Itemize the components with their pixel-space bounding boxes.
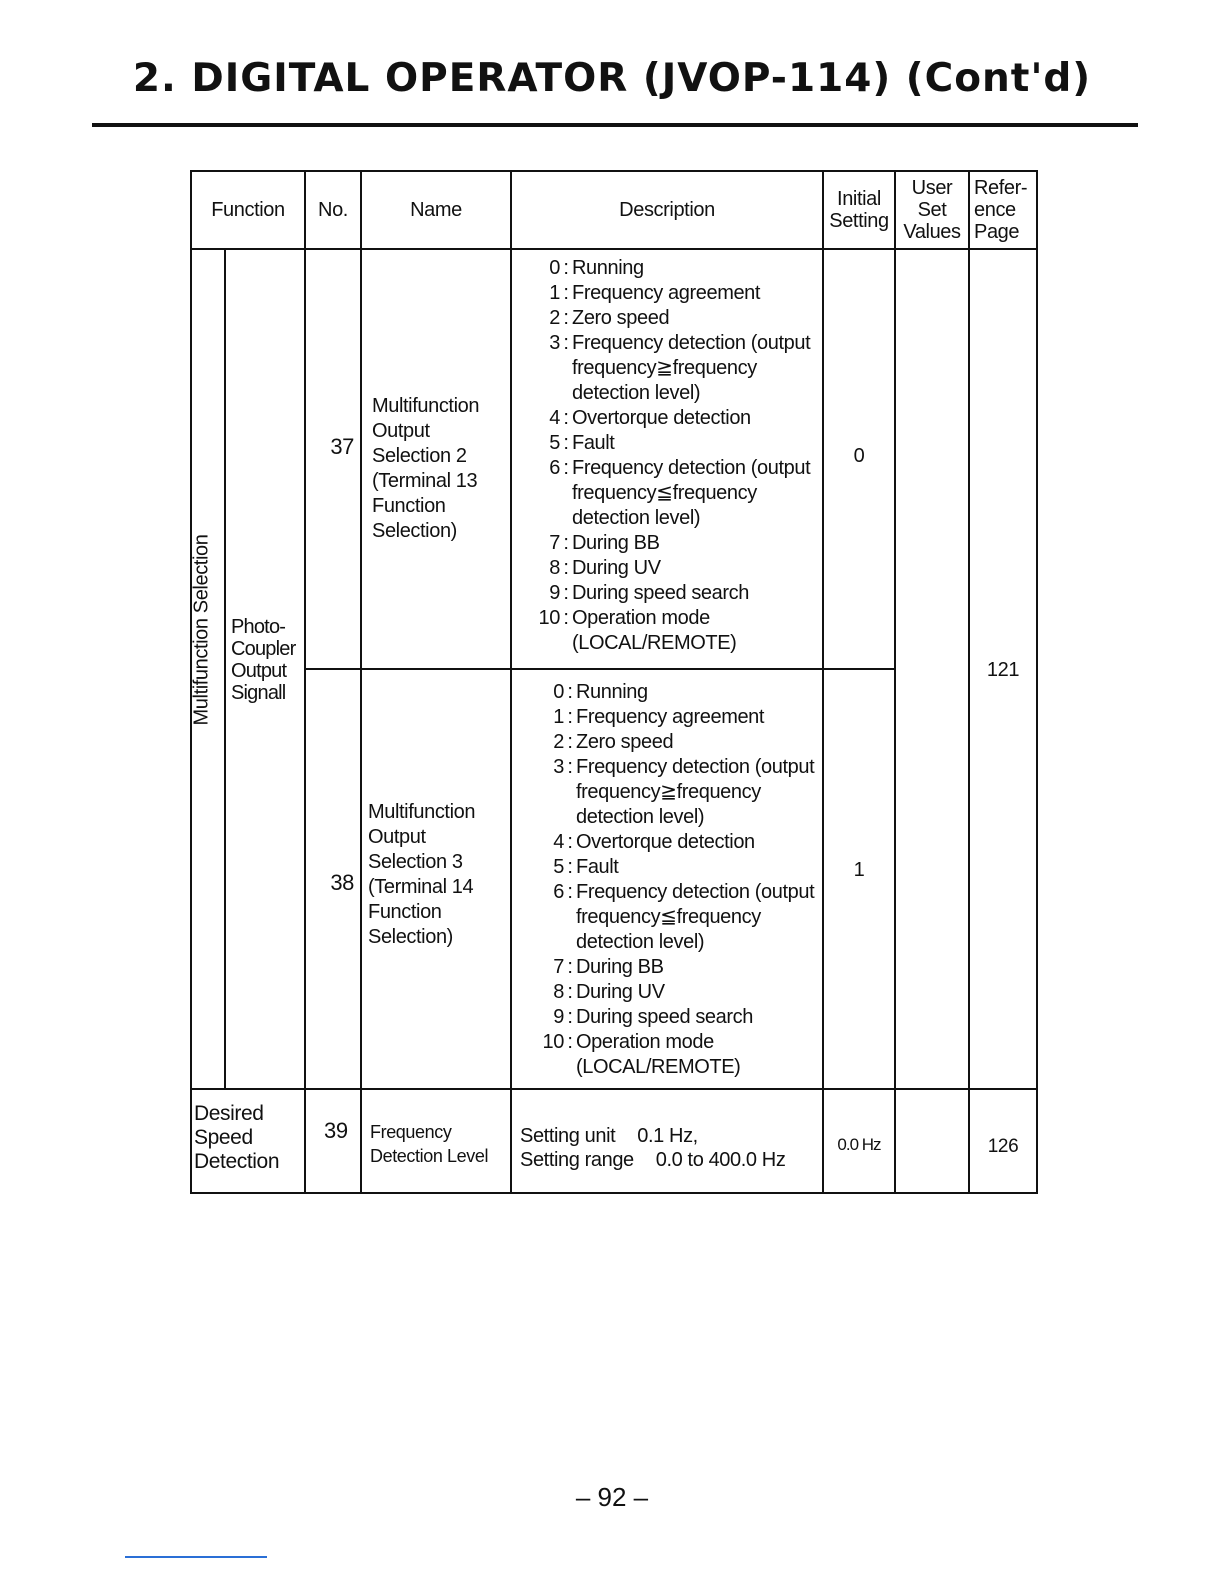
description-item-number bbox=[520, 631, 560, 656]
row-38-name bbox=[360, 668, 512, 1090]
description-item-separator bbox=[560, 631, 572, 656]
row-39-reference-value: 126 bbox=[987, 1136, 1019, 1157]
description-item-separator: : bbox=[563, 257, 569, 279]
description-item-number: 2 bbox=[553, 731, 564, 753]
setting-unit-label: Setting unit bbox=[520, 1125, 616, 1147]
description-item-number bbox=[524, 905, 564, 930]
description-item bbox=[524, 930, 814, 955]
description-item-number: 8 bbox=[553, 981, 564, 1003]
description-item-text: frequency≦frequency bbox=[572, 482, 757, 504]
header-description bbox=[510, 170, 824, 250]
row-37-description-list bbox=[520, 256, 810, 656]
description-item bbox=[524, 780, 814, 805]
description-item-number bbox=[524, 930, 564, 955]
description-item-separator: : bbox=[567, 981, 573, 1003]
description-item bbox=[520, 381, 810, 406]
description-item-number: 3 bbox=[549, 332, 560, 354]
description-item-number bbox=[524, 1055, 564, 1080]
header-initial-setting-label: Initial Setting bbox=[829, 188, 889, 232]
description-item-separator: : bbox=[563, 607, 569, 629]
description-item-text: Operation mode bbox=[572, 607, 710, 629]
row-39-description bbox=[510, 1088, 824, 1194]
description-item-text: During UV bbox=[576, 981, 665, 1003]
description-item bbox=[524, 1030, 814, 1055]
description-item-number: 2 bbox=[549, 307, 560, 329]
header-initial-setting bbox=[822, 170, 896, 250]
description-item-number: 6 bbox=[549, 457, 560, 479]
description-item-number bbox=[524, 780, 564, 805]
description-item bbox=[524, 805, 814, 830]
footer-rule bbox=[125, 1556, 267, 1558]
description-item-text: Running bbox=[576, 681, 648, 703]
row-39-no bbox=[304, 1088, 362, 1194]
header-description-label: Description bbox=[619, 199, 715, 221]
rows-37-38-reference bbox=[968, 248, 1038, 1090]
description-item-number bbox=[524, 805, 564, 830]
description-item-separator bbox=[560, 356, 572, 381]
row-38-description-list bbox=[524, 680, 814, 1080]
description-item-separator bbox=[564, 930, 576, 955]
description-item-text: Frequency detection (output bbox=[576, 881, 815, 903]
description-item-text: Fault bbox=[576, 856, 619, 878]
description-item-separator bbox=[560, 481, 572, 506]
title-rule bbox=[92, 123, 1138, 127]
description-item-text: During speed search bbox=[576, 1006, 753, 1028]
description-item bbox=[520, 531, 810, 556]
description-item-text: Overtorque detection bbox=[572, 407, 751, 429]
description-item-separator: : bbox=[563, 307, 569, 329]
description-item-separator: : bbox=[567, 881, 573, 903]
description-item-number: 10 bbox=[538, 607, 560, 629]
description-item bbox=[520, 606, 810, 631]
description-item bbox=[520, 306, 810, 331]
row-37-no bbox=[304, 248, 362, 670]
description-item-separator: : bbox=[563, 407, 569, 429]
description-item-separator bbox=[564, 1055, 576, 1080]
description-item-number: 5 bbox=[549, 432, 560, 454]
header-function-label: Function bbox=[211, 199, 285, 221]
header-name bbox=[360, 170, 512, 250]
row-38-no-value: 38 bbox=[330, 870, 354, 895]
description-item-number: 7 bbox=[553, 956, 564, 978]
row-38-name-value: Multifunction Output Selection 3 (Terminal 14 Function Selection) bbox=[368, 801, 476, 948]
description-item-separator bbox=[564, 805, 576, 830]
description-item-number: 0 bbox=[549, 257, 560, 279]
header-no bbox=[304, 170, 362, 250]
description-item bbox=[520, 556, 810, 581]
description-item-text: During BB bbox=[572, 532, 660, 554]
page-title: 2. DIGITAL OPERATOR (JVOP-114) (Cont'd) bbox=[132, 56, 1092, 101]
description-item bbox=[520, 631, 810, 656]
description-item-text: detection level) bbox=[576, 806, 705, 828]
description-item bbox=[520, 581, 810, 606]
description-item bbox=[524, 855, 814, 880]
description-item-number: 9 bbox=[553, 1006, 564, 1028]
description-item bbox=[520, 506, 810, 531]
description-item-text: (LOCAL/REMOTE) bbox=[576, 1056, 741, 1078]
description-item-number: 6 bbox=[553, 881, 564, 903]
description-item bbox=[524, 980, 814, 1005]
description-item bbox=[520, 456, 810, 481]
description-item-text: Operation mode bbox=[576, 1031, 714, 1053]
description-item-number: 7 bbox=[549, 532, 560, 554]
row-39-name-value: Frequency Detection Level bbox=[370, 1122, 489, 1166]
description-item bbox=[524, 1005, 814, 1030]
description-item bbox=[524, 1055, 814, 1080]
description-item-number bbox=[520, 481, 560, 506]
description-item-separator bbox=[564, 780, 576, 805]
description-item-separator: : bbox=[567, 831, 573, 853]
description-item-number: 9 bbox=[549, 582, 560, 604]
description-item-text: detection level) bbox=[572, 382, 701, 404]
header-user-set-values bbox=[894, 170, 970, 250]
description-item-number bbox=[520, 356, 560, 381]
description-item bbox=[524, 755, 814, 780]
description-item-text: frequency≦frequency bbox=[576, 906, 761, 928]
description-item bbox=[520, 256, 810, 281]
description-item-separator: : bbox=[563, 532, 569, 554]
row-37-name-value: Multifunction Output Selection 2 (Terminal 13 Function Selection) bbox=[372, 395, 480, 542]
description-item-separator: : bbox=[567, 756, 573, 778]
header-reference-page-label: Refer- ence Page bbox=[974, 177, 1028, 243]
description-item bbox=[524, 830, 814, 855]
row-39-name bbox=[360, 1088, 512, 1194]
description-item-separator bbox=[560, 506, 572, 531]
description-item-separator: : bbox=[567, 856, 573, 878]
row-39-function bbox=[190, 1088, 306, 1194]
rows-37-38-reference-value: 121 bbox=[986, 659, 1020, 681]
description-item-text: detection level) bbox=[576, 931, 705, 953]
description-item bbox=[520, 406, 810, 431]
row-39-initial-value: 0.0 Hz bbox=[837, 1135, 881, 1154]
setting-range-label: Setting range bbox=[520, 1149, 634, 1171]
description-item-separator: : bbox=[567, 1006, 573, 1028]
description-item bbox=[524, 905, 814, 930]
description-item bbox=[524, 955, 814, 980]
description-item-separator: : bbox=[563, 432, 569, 454]
row-37-no-value: 37 bbox=[330, 434, 354, 459]
description-item-number: 5 bbox=[553, 856, 564, 878]
description-item-text: Frequency agreement bbox=[572, 282, 761, 304]
description-item-text: Zero speed bbox=[576, 731, 674, 753]
description-item bbox=[524, 730, 814, 755]
row-37-initial-value: 0 bbox=[853, 445, 865, 467]
header-no-label: No. bbox=[318, 199, 348, 221]
group-inner-cell bbox=[224, 248, 306, 1090]
description-item-number: 3 bbox=[553, 756, 564, 778]
header-user-set-values-label: User Set Values bbox=[903, 177, 961, 243]
row-39-no-value: 39 bbox=[324, 1118, 348, 1143]
page-number: – 92 – bbox=[575, 1482, 649, 1512]
description-item-separator: : bbox=[563, 282, 569, 304]
description-item-text: Frequency detection (output bbox=[572, 332, 811, 354]
header-name-label: Name bbox=[410, 199, 462, 221]
description-item-number: 1 bbox=[553, 706, 564, 728]
description-item-separator: : bbox=[563, 332, 569, 354]
description-item bbox=[520, 481, 810, 506]
description-item-text: Frequency detection (output bbox=[576, 756, 815, 778]
setting-unit-value: 0.1 Hz, bbox=[637, 1125, 698, 1147]
description-item-text: During BB bbox=[576, 956, 664, 978]
row-38-initial bbox=[822, 668, 896, 1090]
description-item-separator: : bbox=[567, 681, 573, 703]
description-item-separator: : bbox=[563, 582, 569, 604]
group-inner-label: Photo- Coupler Output Signall bbox=[231, 616, 296, 704]
description-item-number: 8 bbox=[549, 557, 560, 579]
row-39-setting-range bbox=[520, 1148, 785, 1173]
description-item-separator: : bbox=[567, 1031, 573, 1053]
description-item-number bbox=[520, 506, 560, 531]
row-39-reference bbox=[968, 1088, 1038, 1194]
description-item-separator: : bbox=[563, 557, 569, 579]
description-item-text: Frequency detection (output bbox=[572, 457, 811, 479]
row-38-description bbox=[510, 668, 824, 1090]
description-item bbox=[524, 880, 814, 905]
row-39-initial bbox=[822, 1088, 896, 1194]
row-38-initial-value: 1 bbox=[853, 859, 865, 881]
description-item bbox=[520, 281, 810, 306]
description-item-text: During speed search bbox=[572, 582, 749, 604]
description-item-separator: : bbox=[567, 956, 573, 978]
description-item-text: (LOCAL/REMOTE) bbox=[572, 632, 737, 654]
row-37-initial bbox=[822, 248, 896, 670]
rows-37-38-user-set bbox=[894, 248, 970, 1090]
description-item-number: 10 bbox=[542, 1031, 564, 1053]
group-outer-label: Multifunction Selection bbox=[190, 534, 213, 726]
description-item-separator bbox=[564, 905, 576, 930]
description-item-number: 4 bbox=[549, 407, 560, 429]
description-item bbox=[524, 680, 814, 705]
setting-range-value: 0.0 to 400.0 Hz bbox=[655, 1149, 786, 1171]
description-item-separator bbox=[560, 381, 572, 406]
description-item-text: During UV bbox=[572, 557, 661, 579]
description-item-text: Overtorque detection bbox=[576, 831, 755, 853]
description-item-separator: : bbox=[567, 706, 573, 728]
row-38-no bbox=[304, 668, 362, 1090]
description-item-number bbox=[520, 381, 560, 406]
row-39-user-set bbox=[894, 1088, 970, 1194]
row-39-setting-unit bbox=[520, 1124, 698, 1149]
description-item-text: Frequency agreement bbox=[576, 706, 765, 728]
description-item-text: Zero speed bbox=[572, 307, 670, 329]
description-item-text: frequency≧frequency bbox=[576, 781, 761, 803]
description-item-separator: : bbox=[567, 731, 573, 753]
description-item-text: detection level) bbox=[572, 507, 701, 529]
row-37-description bbox=[510, 248, 824, 670]
description-item bbox=[520, 356, 810, 381]
description-item-number: 0 bbox=[553, 681, 564, 703]
description-item-number: 1 bbox=[549, 282, 560, 304]
description-item-text: Fault bbox=[572, 432, 615, 454]
description-item-number: 4 bbox=[553, 831, 564, 853]
header-reference-page bbox=[968, 170, 1038, 250]
description-item-separator: : bbox=[563, 457, 569, 479]
parameter-table bbox=[190, 170, 1038, 1194]
row-39-function-value: Desired Speed Detection bbox=[194, 1102, 280, 1173]
group-outer-cell bbox=[190, 248, 226, 1090]
description-item-text: frequency≧frequency bbox=[572, 357, 757, 379]
description-item bbox=[520, 431, 810, 456]
description-item bbox=[524, 705, 814, 730]
row-37-name bbox=[360, 248, 512, 670]
description-item bbox=[520, 331, 810, 356]
description-item-text: Running bbox=[572, 257, 644, 279]
header-function bbox=[190, 170, 306, 250]
